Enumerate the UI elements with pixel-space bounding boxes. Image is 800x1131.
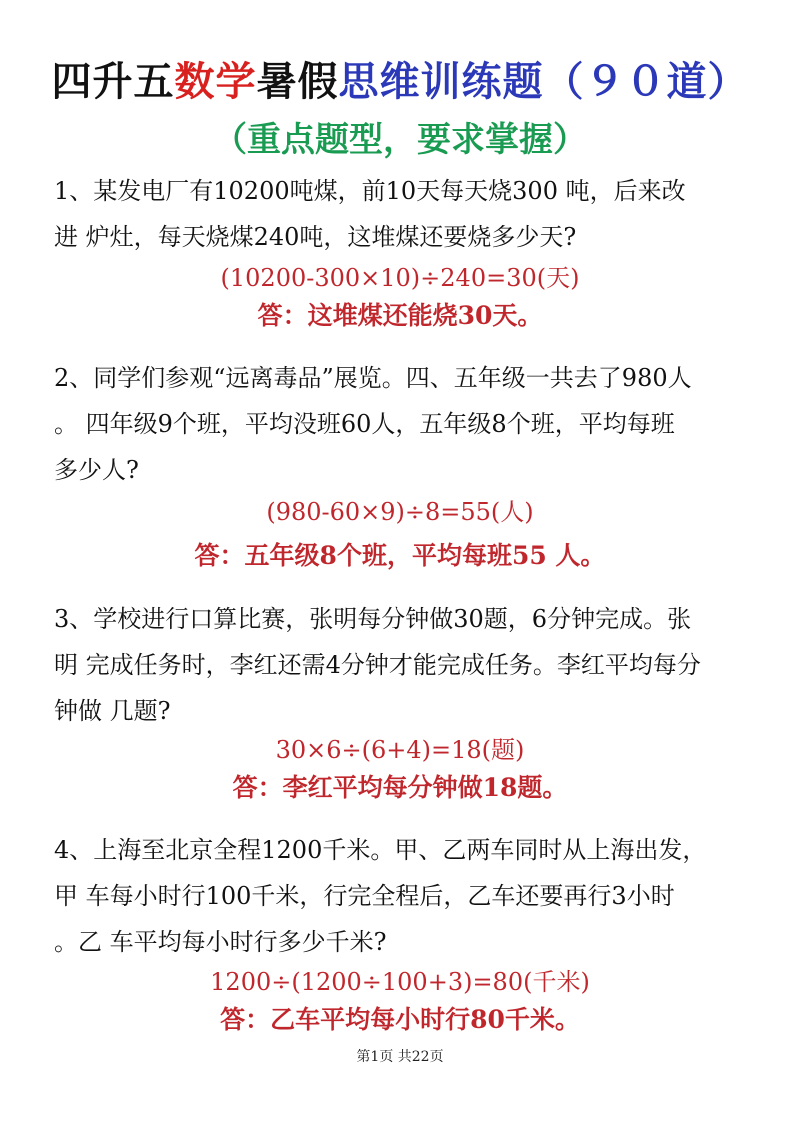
question-line: 。乙 车平均每小时行多少千米? bbox=[54, 928, 387, 956]
question-line: 钟做 几题? bbox=[54, 697, 171, 725]
title-part-thinking: 思维训练 bbox=[338, 58, 503, 105]
question-line: 3、学校进行口算比赛，张明每分钟做30题，6分钟完成。张 bbox=[54, 605, 692, 633]
answer-1: 答：这堆煤还能烧30天。 bbox=[257, 301, 543, 330]
title-part-grade: 四升五 bbox=[51, 58, 175, 105]
formula-1: (10200-300×10)÷240=30(天) bbox=[220, 264, 580, 292]
page-footer: 第1页 共22页 bbox=[356, 1049, 444, 1065]
question-4 bbox=[54, 827, 754, 965]
question-line: 2、同学们参观“远离毒品”展览。四、五年级一共去了980人 bbox=[54, 364, 692, 392]
page-subtitle: （重点题型，要求掌握） bbox=[213, 120, 587, 160]
question-line: 4、上海至北京全程1200千米。甲、乙两车同时从上海出发， bbox=[54, 836, 707, 864]
formula-4: 1200÷(1200÷100+3)=80(千米) bbox=[210, 968, 590, 996]
title-part-subject: 数学 bbox=[174, 58, 257, 105]
formula-3: 30×6÷(6+4)=18(题) bbox=[275, 736, 525, 764]
answer-4: 答：乙车平均每小时行80千米。 bbox=[220, 1005, 580, 1034]
question-line: 1、某发电厂有10200吨煤，前10天每天烧300 吨，后来改 bbox=[54, 177, 686, 205]
question-line: 进 炉灶，每天烧煤240吨，这堆煤还要烧多少天? bbox=[54, 223, 577, 251]
question-line: 多少人? bbox=[54, 456, 139, 484]
question-line: 。 四年级9个班，平均没班60人，五年级8个班，平均每班 bbox=[54, 410, 675, 438]
answer-2: 答：五年级8个班，平均每班55 人。 bbox=[194, 541, 606, 570]
question-3 bbox=[54, 596, 754, 734]
title-part-summer: 暑假 bbox=[256, 58, 339, 105]
question-line: 甲 车每小时行100千米，行完全程后，乙车还要再行3小时 bbox=[54, 882, 675, 910]
question-1 bbox=[54, 168, 754, 260]
page-title bbox=[0, 50, 800, 107]
answer-3: 答：李红平均每分钟做18题。 bbox=[232, 773, 568, 802]
question-line: 明 完成任务时，李红还需4分钟才能完成任务。李红平均每分 bbox=[54, 651, 701, 679]
question-2 bbox=[54, 355, 754, 493]
title-part-count: 题（９０道） bbox=[502, 58, 749, 105]
formula-2: (980-60×9)÷8=55(人) bbox=[266, 498, 534, 526]
